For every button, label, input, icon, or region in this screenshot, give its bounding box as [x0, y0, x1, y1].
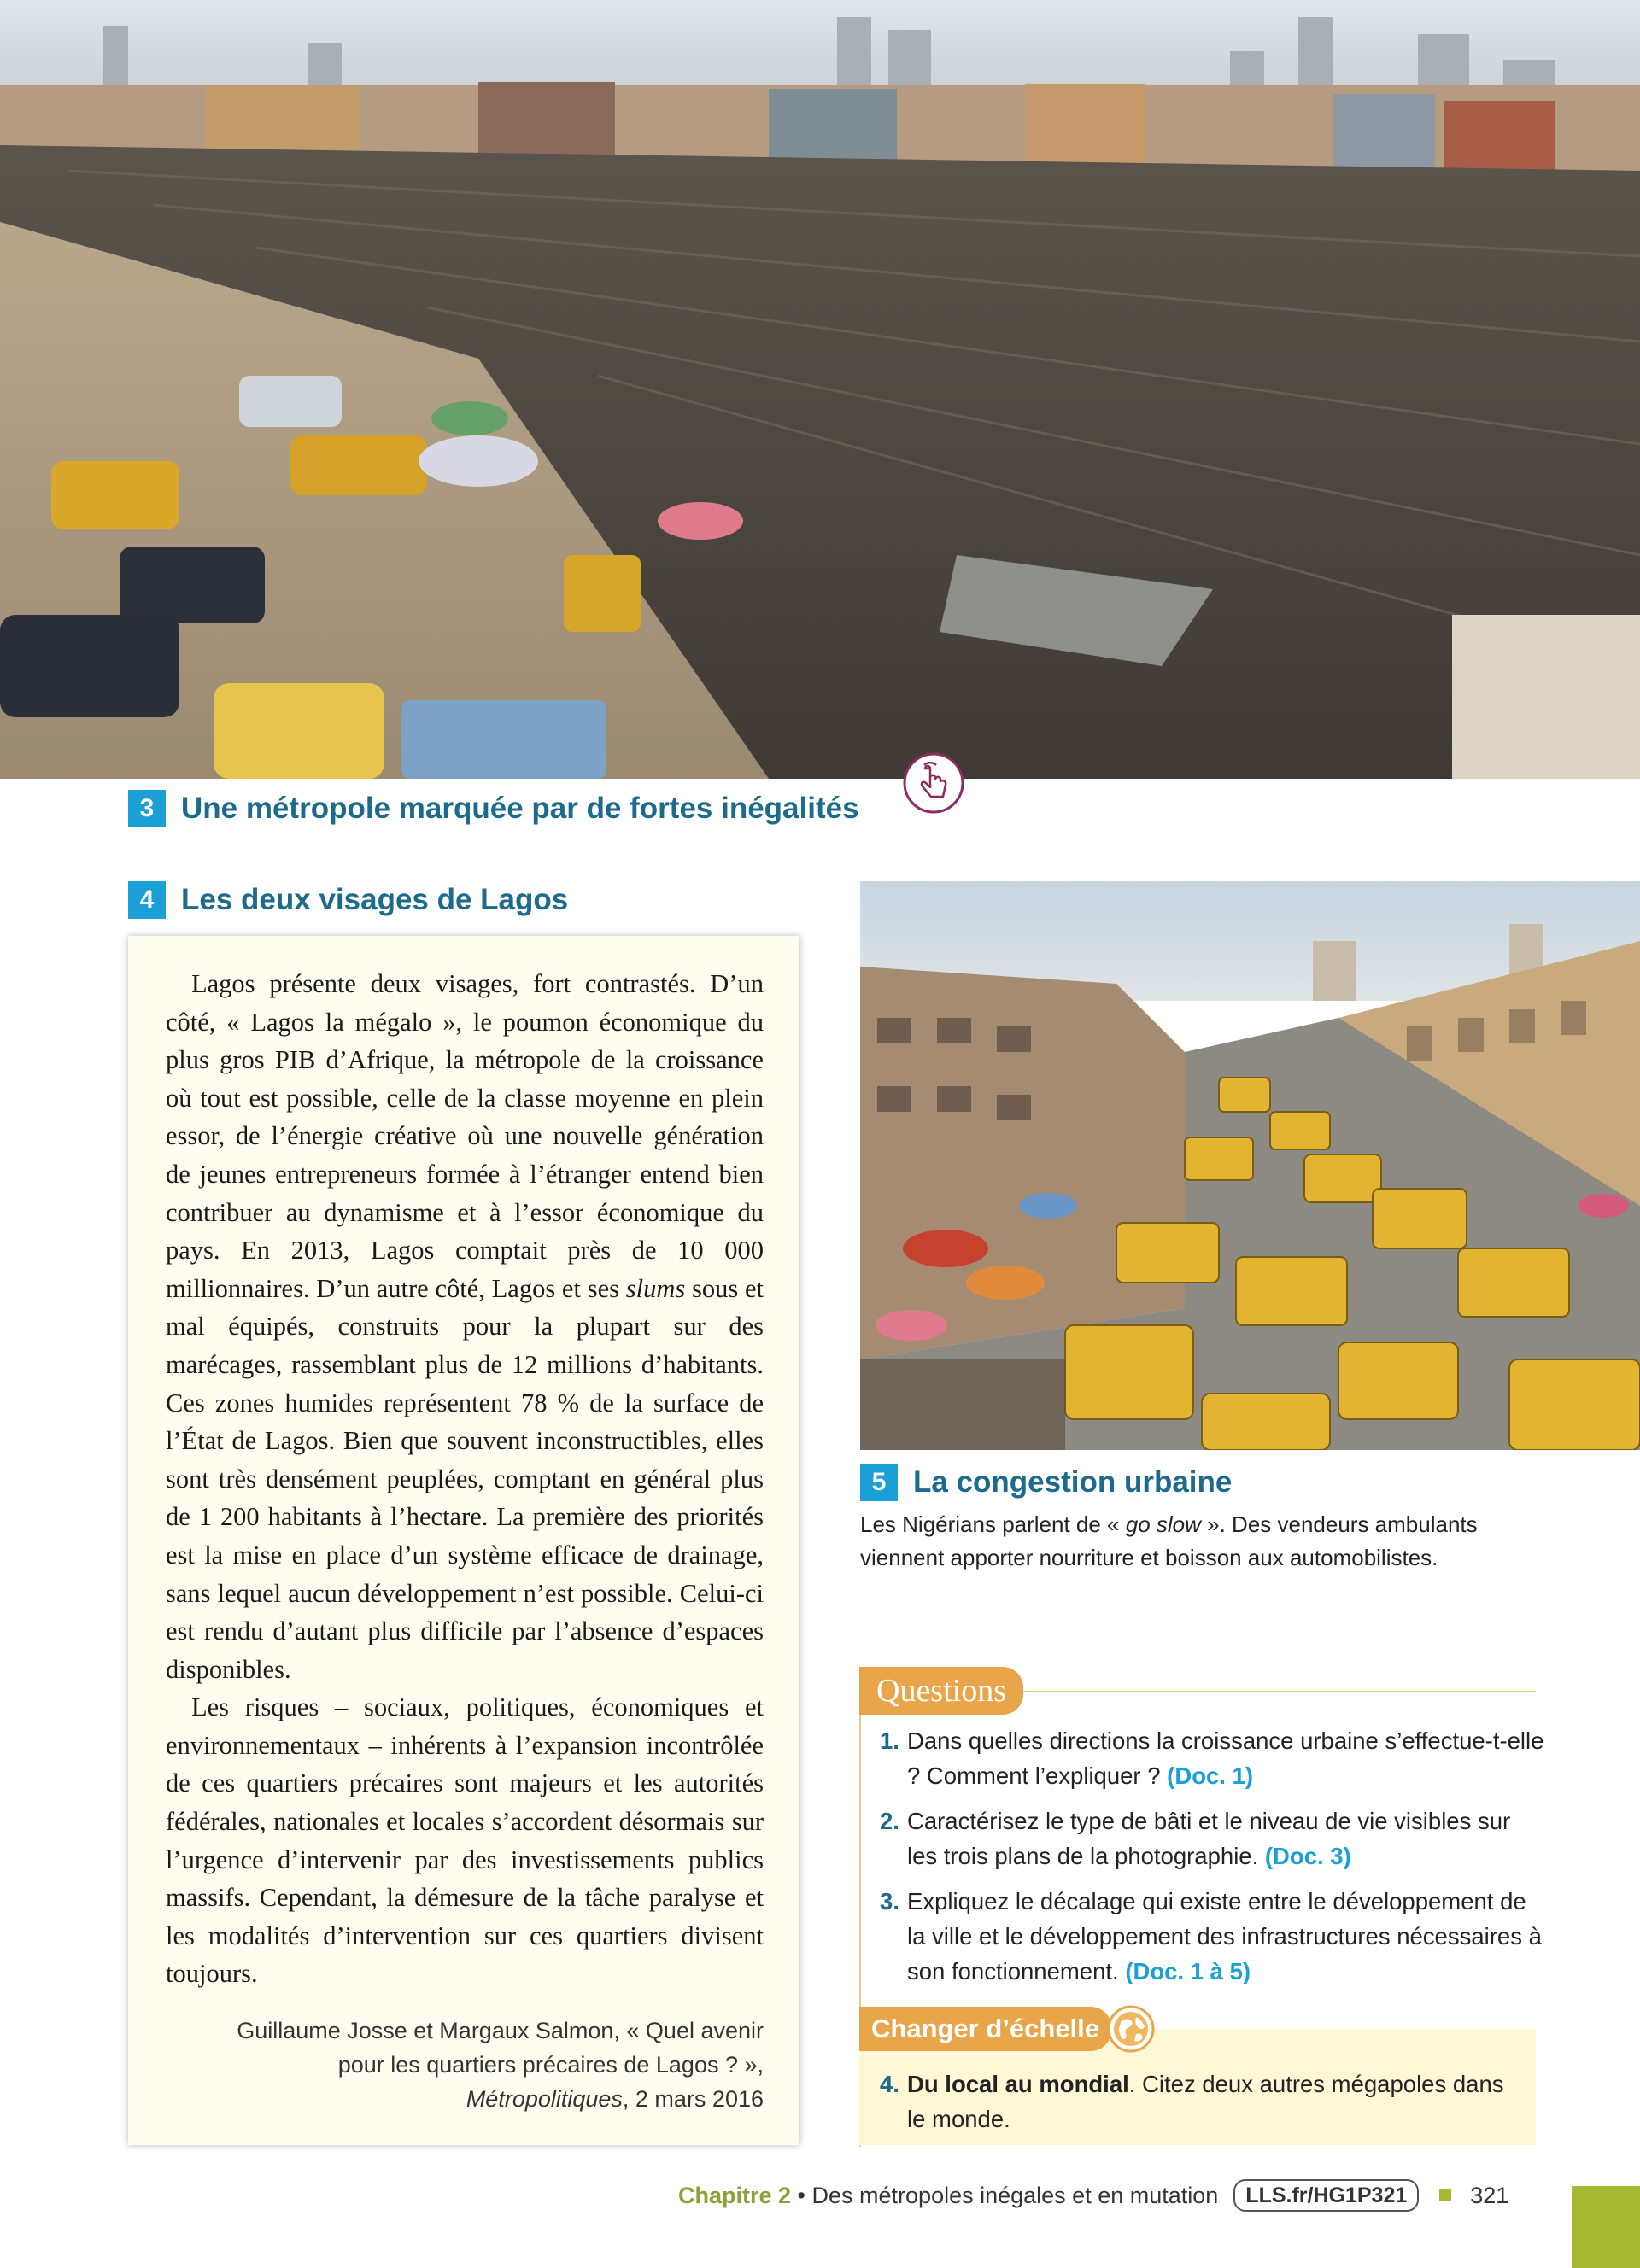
doc5-heading	[860, 1464, 1232, 1501]
interactive-hand-icon[interactable]	[902, 751, 965, 815]
doc4-body	[166, 965, 764, 1993]
doc4-source: Guillaume Josse et Margaux Salmon, « Quel avenir pour les quartiers précaires de Lagos ? », Métropolitiques, 2 mars 2016	[237, 2018, 764, 2112]
questions-label: Questions	[859, 1667, 1023, 1715]
traffic-photo	[860, 881, 1640, 1450]
question-4: 4. Du local au mondial. Citez deux autres mégapoles dans le monde.	[880, 2071, 1504, 2132]
questions-list	[880, 1723, 1546, 1999]
doc4-textbox	[128, 936, 800, 2145]
market-photo	[0, 0, 1640, 779]
doc4-title: Les deux visages de Lagos	[181, 883, 569, 916]
changer-echelle-label: Changer d’échelle	[859, 2007, 1111, 2051]
doc4-heading	[128, 881, 568, 919]
doc4-number: 4	[128, 881, 166, 919]
footer-chapter: Chapitre 2	[678, 2182, 792, 2208]
doc4-paragraph-2: Les risques – sociaux, politiques, économiques et environnementaux – inhérents à l’expansion incontrôlée de ces quartiers précaires sont majeurs et les autorités fédérales, nationales et locales s’accordent désormais sur l’urgence d’intervenir par des investissements publics massifs. Cependant, la démesure de la tâche paralyse et les modalités d’intervention sur ces quartiers divisent toujours.	[166, 1692, 764, 1989]
doc5-title: La congestion urbaine	[913, 1465, 1233, 1499]
doc4-paragraph-1: Lagos présente deux visages, fort contrastés. D’un côté, « Lagos la mégalo », le poumon économique du plus gros PIB d’Afrique, la métropole de la croissance où tout est possible, celle de la classe moyenne en plein essor, de l’énergie créative où une nouvelle génération de jeunes entrepreneurs formée à l’étranger entend bien contribuer au dynamisme et à l’essor économique du pays. En 2013, Lagos comptait près de 10 000 millionnaires. D’un autre côté, Lagos et ses slums sous et mal équipés, construits pour la plupart sur des marécages, rassemblant plus de 12 millions d’habitants. Ces zones humides représentent 78 % de la surface de l’État de Lagos. Bien que souvent inconstructibles, elles sont très densément peuplées, comptant en général plus de 1 200 habitants à l’hectare. La première des priorités est la mise en place d’un système efficace de drainage, sans lequel aucun développement n’est possible. Celui-ci est rendu d’autant plus difficile par l’absence d’espaces disponibles.	[166, 969, 764, 1684]
question-1-ref[interactable]: (Doc. 1)	[1167, 1762, 1254, 1789]
footer-link[interactable]: LLS.fr/HG1P321	[1233, 2179, 1419, 2212]
doc3-title: Une métropole marquée par de fortes inégalités	[181, 792, 859, 825]
page-footer	[678, 2179, 1508, 2212]
question-3-ref[interactable]: (Doc. 1 à 5)	[1125, 1958, 1251, 1984]
page-number: 321	[1470, 2182, 1509, 2208]
page-corner-tab	[1572, 2186, 1640, 2268]
question-2-ref[interactable]: (Doc. 3)	[1264, 1843, 1351, 1869]
question-2: 2. Caractérisez le type de bâti et le niveau de vie visibles sur les trois plans de la photographie. (Doc. 3)	[880, 1808, 1511, 1869]
footer-square	[1439, 2189, 1451, 2201]
globe-icon	[1107, 2005, 1155, 2053]
doc3-number: 3	[128, 790, 166, 827]
doc5-number: 5	[860, 1464, 898, 1501]
question-1: 1. Dans quelles directions la croissance urbaine s’effectue-t-elle ? Comment l’expliquer ? (Doc. 1)	[880, 1727, 1544, 1789]
doc5-caption: Les Nigérians parlent de « go slow ». Des vendeurs ambulants viennent apporter nourriture et boisson aux automobilistes.	[860, 1511, 1478, 1570]
doc3-heading	[128, 790, 859, 827]
footer-chapter-title: Des métropoles inégales et en mutation	[811, 2182, 1219, 2208]
question-3: 3. Expliquez le décalage qui existe entre le développement de la ville et le développement des infrastructures nécessaires à son fonctionnement. (Doc. 1 à 5)	[880, 1888, 1542, 1984]
footer-separator: •	[791, 2182, 812, 2208]
